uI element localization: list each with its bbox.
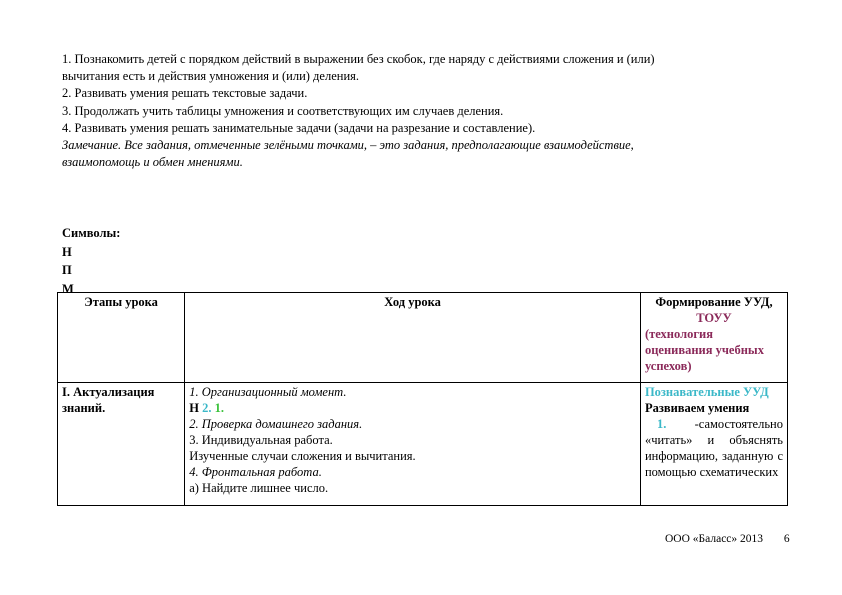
step-line: 3. Индивидуальная работа.: [189, 433, 333, 447]
uud-title: Познавательные УУД: [644, 385, 769, 399]
step-line: Изученные случаи сложения и вычитания.: [189, 449, 416, 463]
header-stages: Этапы урока: [58, 293, 185, 383]
page-number: 6: [783, 533, 790, 545]
goal-line: 1. Познакомить детей с порядком действий в выражении без скобок, где наряду с действиями сложения и (или): [62, 52, 655, 66]
step-line: 4. Фронтальная работа.: [189, 465, 322, 479]
page-footer: [665, 533, 790, 545]
goal-line: 2. Развивать умения решать текстовые задачи.: [62, 86, 308, 101]
footer-company: ООО «Баласс» 2013: [665, 533, 764, 545]
uud-subtitle: Развиваем умения: [644, 401, 750, 415]
lesson-table: [57, 292, 788, 506]
stage-cell: I. Актуализация знаний.: [58, 383, 185, 506]
symbol-item: П: [62, 263, 72, 277]
lesson-goals: [62, 51, 742, 171]
marker-num-green: 1.: [214, 401, 224, 415]
note-line: Замечание. Все задания, отмеченные зелёными точками, – это задания, предполагающие взаимодействие,: [62, 138, 634, 153]
goal-line: вычитания есть и действия умножения и (или) деления.: [62, 69, 360, 84]
goal-line: 3. Продолжать учить таблицы умножения и соответствующих им случаев деления.: [62, 103, 504, 118]
uud-desc: -самостоятельно «читать» и объяснять информацию, заданную с помощью схематических: [644, 417, 783, 479]
uud-text: [645, 416, 783, 480]
goal-line: 4. Развивать умения решать занимательные задачи (задачи на разрезание и составление).: [62, 120, 536, 135]
symbol-item: М: [62, 281, 74, 296]
uud-num: 1.: [656, 417, 667, 431]
uud-cell: [640, 383, 787, 506]
step-line: 2. Проверка домашнего задания.: [189, 417, 363, 431]
header-touu-desc: (технология оценивания учебных успехов): [644, 327, 764, 373]
step-line: 1. Организационный момент.: [189, 385, 347, 399]
table-row: [58, 383, 788, 506]
symbols-title: Символы:: [62, 226, 121, 240]
header-uud-line1: Формирование УУД,: [655, 295, 773, 309]
step-line: а) Найдите лишнее число.: [189, 481, 329, 495]
symbol-item: Н: [62, 244, 72, 259]
header-lesson-flow: Ход урока: [185, 293, 641, 383]
header-uud: [640, 293, 787, 383]
note-line: взаимопомощь и обмен мнениями.: [62, 155, 243, 170]
steps-cell: [185, 383, 641, 506]
symbols-block: [62, 224, 120, 298]
marker-h: Н: [189, 401, 199, 415]
marker-num-teal: 2.: [202, 401, 212, 415]
table-header-row: [58, 293, 788, 383]
symbol-marker-line: [189, 400, 636, 416]
header-touu: ТОУУ: [696, 311, 732, 325]
